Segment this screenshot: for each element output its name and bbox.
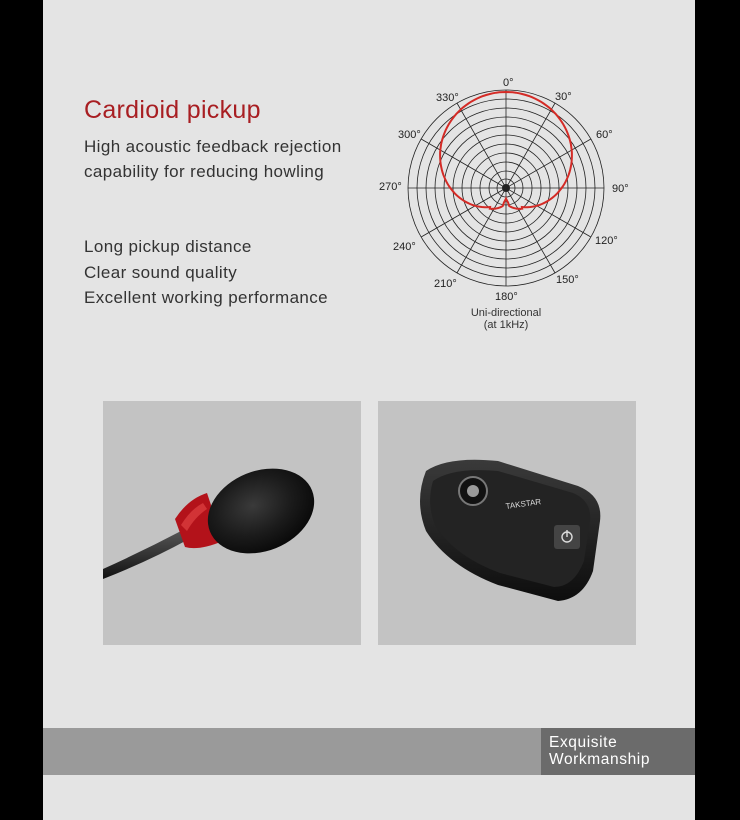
angle-label-120: 120° bbox=[595, 235, 618, 247]
gooseneck-mic-image bbox=[103, 401, 361, 645]
feature-item: Clear sound quality bbox=[84, 262, 238, 282]
angle-label-90: 90° bbox=[612, 183, 629, 195]
polar-caption-line1: Uni-directional bbox=[470, 307, 542, 319]
left-border bbox=[0, 0, 43, 820]
angle-label-270: 270° bbox=[379, 181, 402, 193]
brand-logo-text: TAKSTAR bbox=[505, 497, 542, 511]
mic-head-photo bbox=[103, 401, 361, 645]
banner-line1: Exquisite bbox=[549, 734, 618, 751]
polar-center-dot bbox=[502, 184, 510, 192]
microphone-base-image bbox=[378, 401, 636, 645]
right-border bbox=[695, 0, 740, 820]
section-title: Cardioid pickup bbox=[84, 96, 261, 124]
angle-label-210: 210° bbox=[434, 278, 457, 290]
angle-label-60: 60° bbox=[596, 129, 613, 141]
section-subtitle bbox=[84, 134, 342, 184]
polar-caption-line2: (at 1kHz) bbox=[483, 319, 529, 331]
angle-label-300: 300° bbox=[398, 129, 421, 141]
angle-label-0: 0° bbox=[503, 77, 514, 89]
polar-pattern-diagram bbox=[370, 70, 650, 340]
angle-label-30: 30° bbox=[555, 91, 572, 103]
subtitle-line: capability for reducing howling bbox=[84, 162, 325, 181]
mic-base-photo bbox=[378, 401, 636, 645]
feature-item: Long pickup distance bbox=[84, 237, 252, 256]
angle-label-330: 330° bbox=[436, 92, 459, 104]
subtitle-line: High acoustic feedback rejection bbox=[84, 137, 342, 156]
banner-line2: Workmanship bbox=[549, 751, 651, 768]
feature-item: Excellent working performance bbox=[84, 288, 329, 307]
feature-list bbox=[84, 234, 328, 311]
banner-label bbox=[549, 734, 650, 768]
angle-label-150: 150° bbox=[556, 274, 579, 286]
angle-label-180: 180° bbox=[495, 291, 518, 303]
angle-label-240: 240° bbox=[393, 241, 416, 253]
